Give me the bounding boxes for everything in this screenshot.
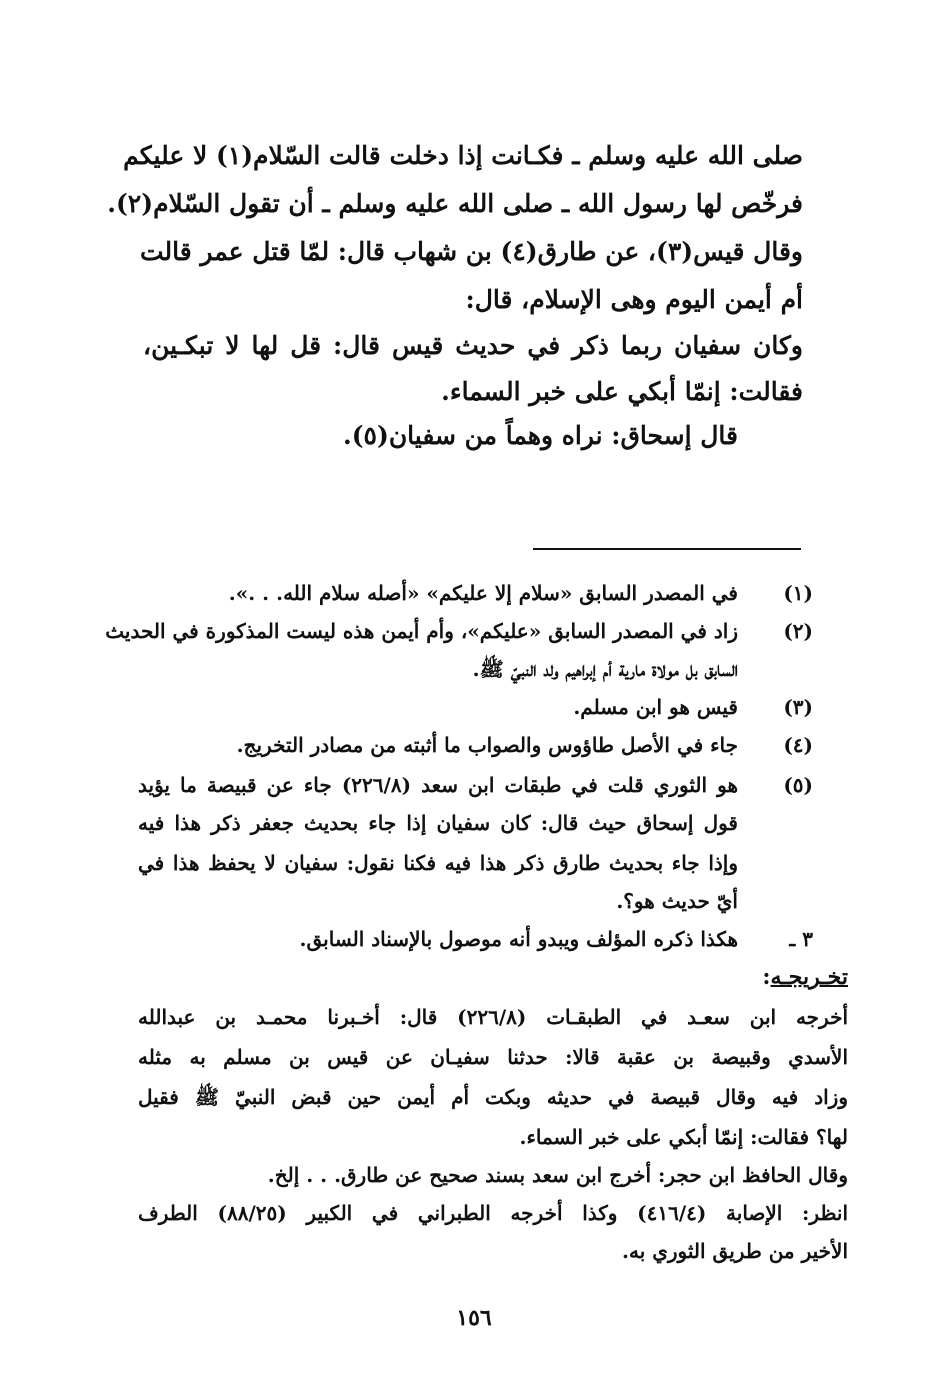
- footnote-5-number: (٥): [783, 773, 813, 797]
- main-text-line-3: وقال قيس(٣)، عن طارق(٤) بن شهاب قال: لمّا قتل عمر قالت: [139, 237, 803, 266]
- main-text-line-7: قال إسحاق: نراه وهماً من سفيان(٥).: [343, 421, 738, 450]
- takhrij-line-4: لها؟ فقالت: إنمّا أبكي على خبر السماء.: [519, 1125, 848, 1149]
- takhrij-heading: [138, 958, 848, 996]
- footnote-3-line-1: قيس هو ابن مسلم.: [573, 695, 738, 719]
- footnote-5-line-1: هو الثوري قلت في طبقات ابن سعد (٢٢٦/٨) جاء عن قبيصة ما يؤيد: [138, 773, 738, 797]
- takhrij-line-3: وزاد فيه وقال قبيصة في حديثه وبكت أم أيمن حين قبض النبيّ ﷺ فقيل: [138, 1085, 848, 1109]
- takhrij-heading-colon: :: [762, 964, 771, 990]
- takhrij-line-5: وقال الحافظ ابن حجر: أخرج ابن سعد بسند صحيح عن طارق. . . إلخ.: [267, 1163, 848, 1187]
- main-text-line-2: فرخّص لها رسول الله ـ صلى الله عليه وسلم ـ أن تقول السّلام(٢).: [107, 189, 803, 218]
- footnote-2-number: (٢): [783, 619, 813, 643]
- footnote-2-line-1: زاد في المصدر السابق «عليكم»، وأم أيمن هذه ليست المذكورة في الحديث: [105, 619, 738, 643]
- footnote-5-line-4: أيّ حديث هو؟.: [616, 889, 738, 913]
- footnote-2-line-2: السابق بل مولاة مارية أم إبراهيم ولد النبيّ ﷺ.: [472, 657, 738, 681]
- main-text-line-6: فقالت: إنمّا أبكي على خبر السماء.: [441, 377, 803, 406]
- footnote-1-line-1: في المصدر السابق «سلام إلا عليكم» «أصله سلام الله. . .».: [228, 581, 738, 605]
- takhrij-line-7: الأخير من طريق الثوري به.: [622, 1239, 848, 1263]
- main-text-line-4: أم أيمن اليوم وهى الإسلام، قال:: [465, 285, 803, 314]
- footnote-5-line-3: وإذا جاء بحديث طارق ذكر هذا فيه فكنا نقول: سفيان لا يحفظ هذا في: [138, 851, 738, 875]
- takhrij-line-6: انظر: الإصابة (٤١٦/٤) وكذا أخرجه الطبراني في الكبير (٨٨/٢٥) الطرف: [138, 1201, 849, 1225]
- footnote-5-line-2: قول إسحاق حيث قال: كان سفيان إذا جاء بحديث جعفر ذكر هذا فيه: [138, 811, 738, 835]
- main-text-line-1: صلى الله عليه وسلم ـ فكـانت إذا دخلت قالت السّلام(١) لا عليكم: [123, 141, 803, 170]
- takhrij-line-2: الأسدي وقبيصة بن عقبة قالا: حدثنا سفيـان عن قيس بن مسلم به مثله: [138, 1045, 848, 1069]
- footnote-4-line-1: جاء في الأصل طاؤوس والصواب ما أثبته من مصادر التخريج.: [236, 733, 738, 757]
- footnote-4-number: (٤): [783, 733, 813, 757]
- footnote-3-number: (٣): [783, 695, 813, 719]
- takhrij-line-1: أخرجه ابن سعـد في الطبقـات (٢٢٦/٨) قال: أخـبرنا محمـد بن عبدالله: [138, 1005, 848, 1029]
- takhrij-heading-text: تخـريجـه: [770, 964, 848, 990]
- section-3-number: ٣ ـ: [789, 927, 813, 951]
- section-3-line: هكذا ذكره المؤلف ويبدو أنه موصول بالإسناد السابق.: [299, 927, 738, 951]
- footnote-1-number: (١): [783, 581, 813, 605]
- footnote-divider: [533, 548, 801, 550]
- page-number: ١٥٦: [456, 1305, 492, 1331]
- main-text-line-5: وكان سفيان ربما ذكر في حديث قيس قال: قل لها لا تبكـين،: [143, 331, 803, 360]
